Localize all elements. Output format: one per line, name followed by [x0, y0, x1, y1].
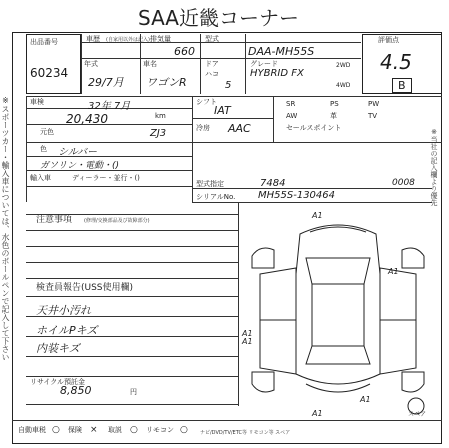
damage-mark-right: A1 — [242, 337, 253, 346]
type-label: 型式 — [205, 35, 219, 43]
left-vertical-note: ※スポーツカー・輸入車については、水色のボールペンで記入して下さい — [1, 96, 10, 361]
drive-2wd: 2WD — [336, 62, 351, 69]
bottom-hint: ナビ/DVD/TV/ETC等 リモコン等 スペア — [200, 430, 291, 436]
model-code-label: 型式指定 — [196, 180, 224, 188]
hako-label: ハコ — [205, 70, 219, 78]
year-value: 29/7月 — [88, 76, 124, 89]
damage-mark-rear: A1 — [312, 409, 323, 418]
mileage-hint: (自家用以外は記入) — [106, 37, 150, 43]
recycle-label: リサイクル預託金 — [30, 378, 86, 386]
lot-label: 出品番号 — [30, 38, 58, 46]
ac-value: AAC — [228, 122, 251, 135]
type-code: DAA-MH55S — [248, 45, 315, 58]
equip-tv: TV — [368, 112, 378, 120]
model-year-label: 年式 — [84, 60, 98, 68]
equip-pw: PW — [368, 100, 380, 108]
repair-value: ガソリン・電動・() — [40, 161, 120, 171]
equip-sr: SR — [286, 100, 296, 108]
shift-value: IAT — [214, 104, 231, 117]
lot-number: 60234 — [30, 66, 69, 80]
recycle-unit: 円 — [130, 388, 137, 396]
bottom-mark-4: ○ — [180, 425, 188, 435]
ac-label: 冷房 — [196, 124, 210, 132]
shift-label: シフト — [196, 98, 217, 106]
grade-label: グレード — [250, 60, 278, 68]
damage-mark-front: A1 — [312, 211, 323, 220]
displacement-value: 660 — [174, 45, 195, 58]
serial-value: MH55S-130464 — [258, 190, 336, 201]
score-label: 評価点 — [378, 36, 399, 44]
dealer-label: ディーラー・並行・() — [72, 174, 140, 182]
score-value: 4.5 — [380, 50, 412, 74]
mileage-value: 20,430 — [66, 112, 108, 126]
car-diagram — [240, 204, 436, 418]
color-label: 色 — [40, 145, 47, 153]
color-value: シルバー — [58, 147, 98, 158]
first-reg-label: 車歴 — [86, 35, 100, 43]
sheet-title: SAA近畿コーナー — [138, 6, 299, 30]
bottom-mark-2: × — [90, 425, 98, 435]
seats-value: 5 — [225, 80, 232, 91]
inspector-line-3: 内装キズ — [36, 342, 80, 355]
displacement-label: 排気量 — [150, 35, 171, 43]
bottom-label-2: 保険 — [68, 426, 82, 434]
model-code-value: 7484 — [260, 178, 286, 189]
equip-leather: 革 — [330, 112, 337, 120]
caution-label: 注意事項 — [36, 215, 73, 225]
bottom-mark-1: ○ — [52, 425, 60, 435]
door-label: ドア — [205, 60, 219, 68]
caution-hint: (修理/交換部品及び故障部分) — [84, 218, 150, 224]
original-color-label: 元色 — [40, 128, 54, 136]
inspector-line-2: ホイルPキズ — [36, 324, 98, 337]
import-label: 輸入車 — [30, 174, 51, 182]
spare-label: スペア — [408, 411, 427, 418]
damage-mark-side: A1 — [242, 329, 253, 338]
grade-value: HYBRID FX — [250, 68, 304, 79]
selling-points-label: セールスポイント — [286, 124, 342, 132]
inspector-label: 検査員報告(USS使用欄) — [36, 283, 134, 293]
bottom-label-1: 自動車税 — [18, 426, 46, 434]
equip-aw: AW — [286, 112, 298, 120]
mileage-unit: km — [155, 112, 166, 120]
serial-label: シリアルNo. — [196, 193, 236, 201]
drive-4wd: 4WD — [336, 82, 351, 89]
interior-score: B — [398, 79, 406, 92]
recycle-value: 8,850 — [60, 384, 92, 397]
bottom-label-3: 取説 — [108, 426, 122, 434]
right-vertical-note: ※当社の記入欄より優先 — [430, 128, 438, 206]
bottom-mark-3: ○ — [130, 425, 138, 435]
color-code: ZJ3 — [150, 128, 167, 139]
class-code-value: 0008 — [392, 178, 415, 188]
damage-mark-left: A1 — [388, 267, 399, 276]
bottom-label-4: リモコン — [146, 426, 174, 434]
inspector-line-1: 天井小汚れ — [36, 304, 91, 317]
car-name-label: 車名 — [143, 60, 157, 68]
car-name-value: ワゴンR — [146, 76, 187, 89]
damage-mark-rear2: A1 — [360, 395, 371, 404]
equip-ps: PS — [330, 100, 339, 108]
shaken-label: 車検 — [30, 98, 44, 106]
shaken-value: 32年 7月 — [88, 101, 131, 112]
